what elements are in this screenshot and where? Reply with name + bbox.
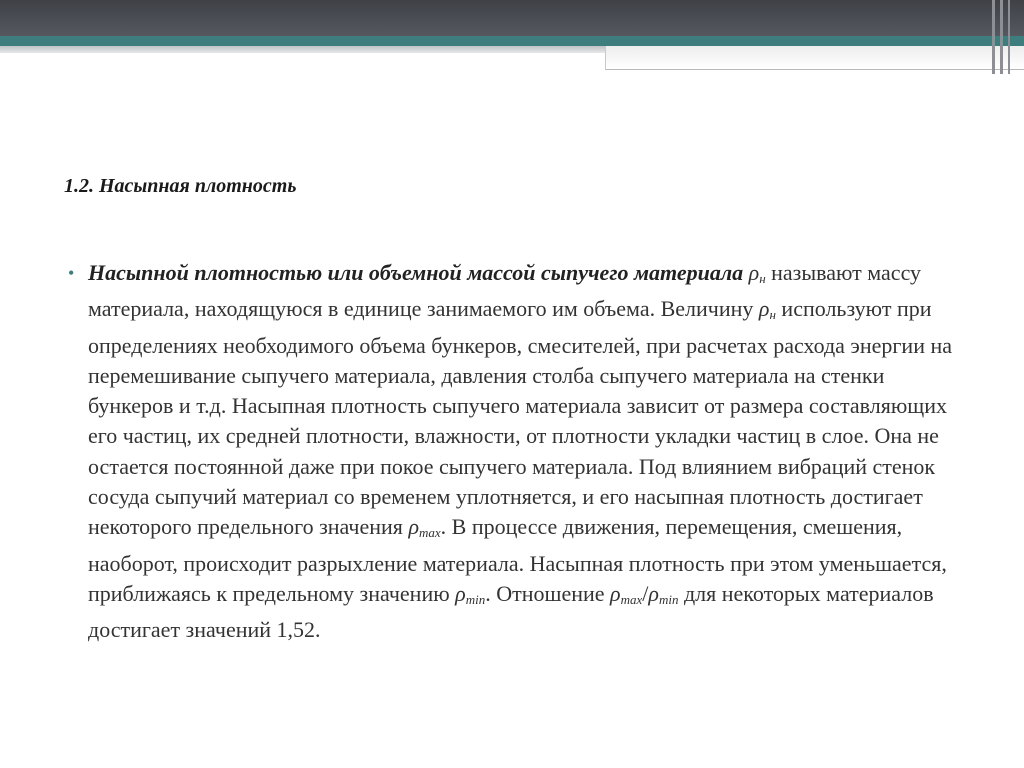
rho-symbol: ρ — [648, 580, 659, 606]
bullet-list — [68, 258, 968, 646]
fraction-slash: / — [642, 580, 649, 606]
body-text: используют при определениях необходимого объема бункеров, смесителей, при расчетах расхода энергии на перемешивание сыпучего материала, давления столба сыпучего материала на стенки бункеров и т.д. Насыпная плотность сыпучего материала зависит от размера составляющих его частиц, их средней плотности, влажности, от плотности укладки частиц в слое. Она не остается постоянной даже при покое сыпучего материала. Под влиянием вибраций стенок сосуда сыпучий материал со временем уплотняется, и его насыпная плотность достигает некоторого предельного значения — [88, 296, 953, 540]
bullet-item — [68, 258, 968, 646]
vertical-line — [992, 0, 995, 74]
rho-symbol: ρ — [455, 580, 466, 606]
header-vertical-lines — [992, 0, 1018, 74]
body-text: . Отношение — [485, 580, 611, 606]
rho-symbol: ρ — [748, 260, 760, 285]
rho-subscript: max — [419, 525, 441, 541]
rho-subscript: н — [759, 271, 766, 286]
header-band — [0, 0, 1024, 36]
header-grey-stripe — [0, 46, 605, 53]
rho-symbol: ρ — [758, 296, 770, 322]
rho-symbol: ρ — [408, 514, 419, 540]
body-text: . В процессе движения, перемещения, смешения, наоборот, происходит разрыхление материала. Насыпная плотность при этом уменьшается, приближаясь к предельному значению — [88, 514, 947, 606]
rho-symbol: ρ — [610, 580, 621, 606]
rho-subscript: min — [658, 591, 679, 607]
header-right-tab — [605, 46, 1024, 70]
rho-subscript: н — [769, 307, 776, 323]
vertical-line — [1000, 0, 1003, 74]
bullet-dot-icon: • — [68, 263, 75, 283]
term-definition: Насыпной плотностью или объемной массой сыпучего материала — [88, 260, 744, 285]
slide-title: 1.2. Насыпная плотность — [64, 175, 297, 197]
header-teal-stripe — [0, 36, 1024, 46]
body-text: для некоторых материалов достигает значений 1,52. — [88, 580, 934, 643]
rho-subscript: max — [620, 591, 643, 607]
body-text: называют массу материала, находящуюся в единице занимаемого им объема. Величину — [88, 260, 922, 322]
vertical-line — [1008, 0, 1010, 74]
rho-subscript: min — [465, 591, 486, 607]
